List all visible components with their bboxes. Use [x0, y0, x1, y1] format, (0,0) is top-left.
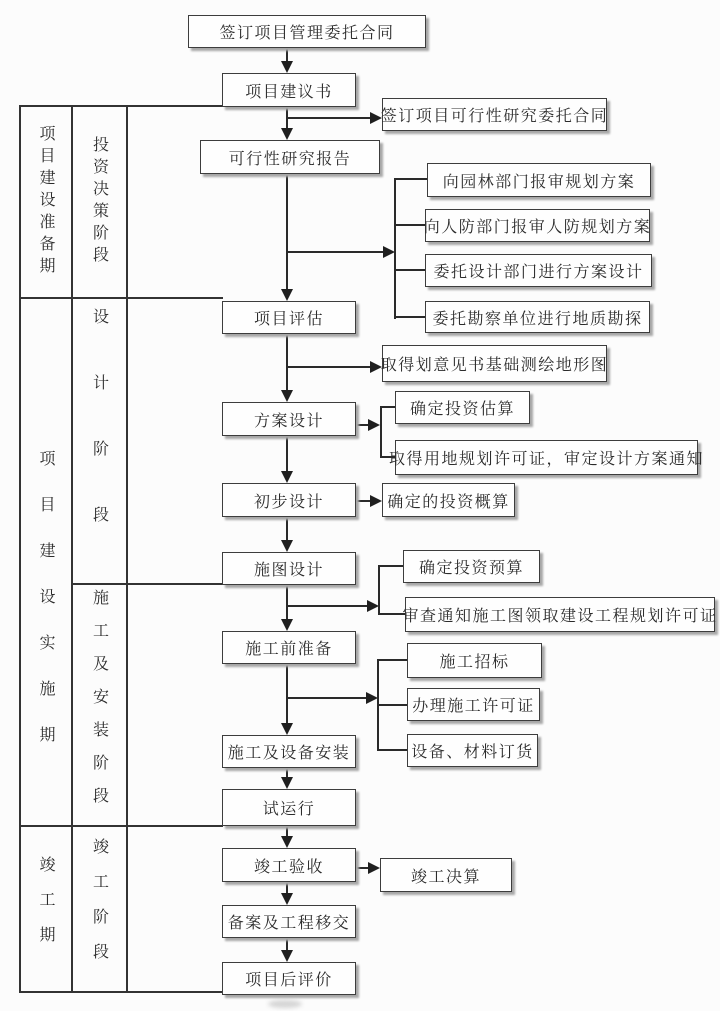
node-drawing-review-obtain-permit — [402, 597, 718, 632]
node-determine-investment-estimate-label: 确定投资估算 — [409, 401, 515, 418]
node-project-proposal-label: 项目建议书 — [245, 83, 333, 101]
stage-period-preparation — [19, 106, 71, 297]
arrowhead-scheme-bracket — [368, 419, 380, 431]
node-approved-investment-budget — [382, 483, 515, 517]
node-completion-acceptance — [222, 848, 356, 882]
table-border-bottom — [19, 991, 223, 993]
bracket-report-group — [394, 179, 396, 319]
node-preliminary-design — [222, 483, 356, 517]
stage-phase-construction-installation-label: 施工及安装阶段 — [90, 588, 108, 820]
node-obtain-planning-opinion-topo-map-label: 取得划意见书基础测绘地形图 — [380, 357, 609, 374]
node-construction-bidding-label: 施工招标 — [439, 654, 510, 671]
node-sign-feasibility-study-contract — [382, 98, 607, 131]
node-project-evaluation — [222, 301, 356, 334]
node-preliminary-design-label: 初步设计 — [253, 493, 324, 511]
arrowhead-into-feasibility — [281, 128, 293, 140]
arrowhead-into-preparation — [281, 619, 293, 631]
stub-to-construction-permit — [377, 704, 407, 706]
node-project-evaluation-label: 项目评估 — [253, 311, 324, 328]
stub-to-civil-defense — [394, 224, 425, 226]
node-post-project-evaluation-label: 项目后评价 — [245, 972, 333, 989]
bracket-scheme-outputs — [380, 406, 382, 458]
node-report-civil-defense-plan — [425, 209, 650, 242]
node-construction-drawing-design-label: 施图设计 — [253, 562, 324, 579]
stage-period-implementation-label: 项目建设实施期 — [37, 450, 54, 772]
stage-phase-completion — [71, 825, 126, 991]
node-entrust-scheme-design-label: 委托设计部门进行方案设计 — [433, 264, 644, 281]
arrowhead-into-trial-run — [281, 777, 293, 789]
node-report-civil-defense-plan-label: 向人防部门报审人防规划方案 — [423, 219, 652, 236]
node-pre-construction-preparation — [222, 631, 356, 664]
stage-period-implementation — [19, 297, 71, 825]
stage-period-completion — [19, 825, 71, 991]
stage-phase-construction-installation — [71, 583, 126, 825]
stub-to-drawing-review — [378, 613, 405, 615]
node-approved-investment-budget-label: 确定的投资概算 — [387, 493, 510, 511]
node-completion-settlement — [380, 858, 512, 892]
connector-feasibility-to-evaluation — [286, 174, 288, 290]
stage-phase-completion-label: 竣工阶段 — [90, 838, 108, 978]
arrowhead-into-acceptance — [281, 836, 293, 848]
node-construction-permit — [407, 688, 540, 721]
node-filing-and-handover — [222, 905, 356, 938]
arrowhead-into-proposal — [281, 61, 293, 73]
node-construction-equipment-installation — [222, 735, 356, 768]
node-filing-and-handover-label: 备案及工程移交 — [227, 915, 351, 932]
node-feasibility-study-report — [200, 140, 380, 174]
node-obtain-land-planning-permit — [389, 440, 705, 475]
node-scheme-design-label: 方案设计 — [253, 412, 324, 430]
arrowhead-into-postevaluation — [281, 950, 293, 962]
connector-branch-drawing-outputs — [287, 605, 368, 607]
arrowhead-into-filing — [281, 893, 293, 905]
arrowhead-into-approved-budget — [370, 495, 382, 507]
stage-phase-investment-decision-label: 投资决策阶段 — [90, 135, 108, 268]
node-trial-run-label: 试运行 — [262, 801, 316, 818]
node-determine-investment-estimate — [395, 391, 530, 424]
connector-branch-feasibility-contract — [287, 117, 371, 119]
stub-to-geological-survey — [394, 316, 425, 318]
node-report-planning-to-landscape-dept-label: 向园林部门报审规划方案 — [442, 173, 636, 191]
node-feasibility-study-report-label: 可行性研究报告 — [228, 150, 352, 168]
node-construction-bidding — [407, 643, 542, 678]
stub-to-landscape-dept — [394, 178, 427, 180]
node-drawing-review-obtain-permit-label: 审查通知施工图领取建设工程规划许可证 — [402, 608, 718, 625]
table-border-right — [126, 105, 128, 993]
connector-drawing-to-preparation — [286, 585, 288, 619]
connector-branch-planning-opinion — [287, 366, 371, 368]
node-entrust-geological-survey-label: 委托勘察单位进行地质勘探 — [432, 310, 643, 328]
node-sign-project-management-contract-label: 签订项目管理委托合同 — [219, 25, 395, 42]
node-project-proposal — [222, 73, 356, 107]
arrowhead-into-scheme-design — [281, 390, 293, 402]
stage-phase-design-label: 设计阶段 — [90, 308, 108, 572]
node-obtain-land-planning-permit-label: 取得用地规划许可证，审定设计方案通知 — [389, 451, 705, 468]
arrowhead-into-settlement — [368, 862, 380, 874]
node-sign-feasibility-study-contract-label: 签订项目可行性研究委托合同 — [380, 108, 609, 125]
node-report-planning-to-landscape-dept — [427, 163, 651, 197]
arrowhead-into-preliminary — [281, 471, 293, 483]
bracket-drawing-outputs — [378, 565, 380, 615]
node-obtain-planning-opinion-topo-map — [382, 345, 607, 382]
node-trial-run — [222, 789, 356, 826]
arrowhead-into-drawing-design — [281, 540, 293, 552]
node-determine-investment-budget — [403, 550, 540, 583]
arrowhead-into-evaluation — [281, 289, 293, 301]
stage-phase-investment-decision — [71, 106, 126, 297]
stage-period-preparation-label: 项目建设准备期 — [37, 124, 54, 279]
stub-to-investment-budget — [378, 565, 403, 567]
node-completion-acceptance-label: 竣工验收 — [253, 858, 324, 876]
node-determine-investment-budget-label: 确定投资预算 — [418, 560, 524, 577]
connector-preparation-to-installation — [286, 664, 288, 724]
stage-period-completion-label: 竣工期 — [37, 855, 54, 961]
cutoff-watermark — [268, 1000, 302, 1008]
connector-contract-to-proposal — [286, 48, 288, 62]
node-construction-equipment-installation-label: 施工及设备安装 — [227, 745, 351, 762]
connector-branch-report-group — [287, 251, 383, 253]
node-equipment-material-ordering — [407, 734, 538, 767]
node-entrust-geological-survey — [425, 301, 650, 333]
node-pre-construction-preparation-label: 施工前准备 — [245, 641, 333, 658]
stage-phase-design — [71, 297, 126, 583]
connector-branch-preparation-tasks — [287, 697, 367, 699]
node-entrust-scheme-design — [425, 254, 652, 287]
node-completion-settlement-label: 竣工决算 — [410, 868, 481, 886]
node-post-project-evaluation — [222, 962, 356, 995]
node-construction-permit-label: 办理施工许可证 — [412, 698, 535, 715]
stub-to-investment-estimate — [380, 406, 395, 408]
connector-scheme-to-preliminary — [286, 436, 288, 471]
node-scheme-design — [222, 402, 356, 436]
arrowhead-into-installation — [281, 723, 293, 735]
connector-preliminary-to-drawing — [286, 517, 288, 541]
stub-to-equipment-ordering — [377, 749, 407, 751]
node-equipment-material-ordering-label: 设备、材料订货 — [411, 744, 534, 761]
stub-to-bidding — [377, 659, 407, 661]
connector-evaluation-to-scheme — [286, 334, 288, 391]
node-construction-drawing-design — [222, 552, 356, 585]
stub-to-scheme-design-entrust — [394, 269, 425, 271]
node-sign-project-management-contract — [188, 15, 426, 48]
connector-preliminary-to-budget — [356, 500, 371, 502]
